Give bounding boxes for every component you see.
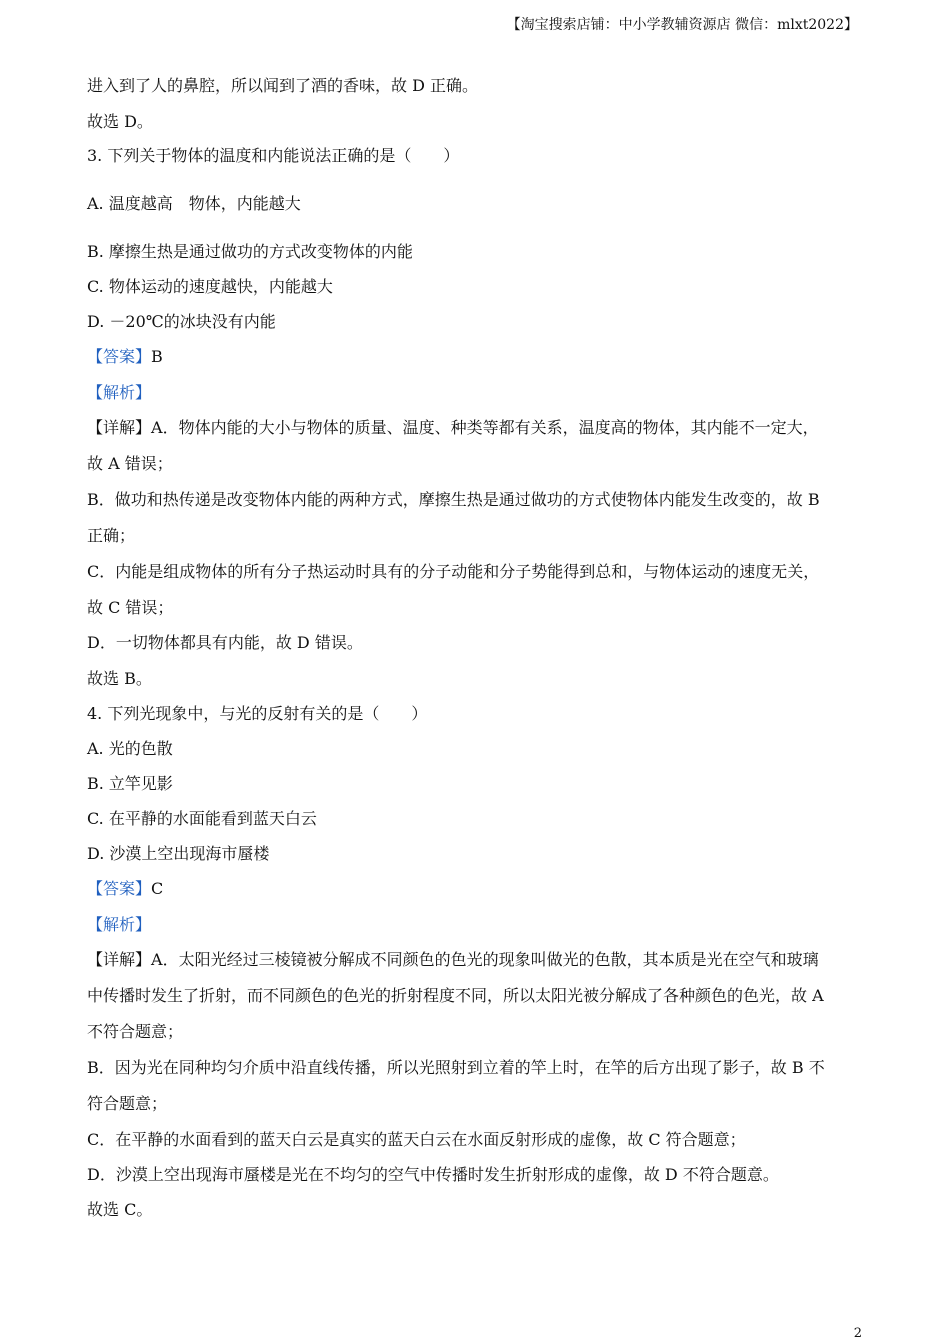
option-a: A. 光的色散 <box>87 739 173 758</box>
conclusion-line: 故选 C。 <box>87 1200 153 1219</box>
explanation-line: 故 A 错误； <box>87 454 173 473</box>
page-header-source: 【淘宝搜索店铺：中小学教辅资源店 微信：mlxt2022】 <box>506 17 858 33</box>
question-4-stem: 4. 下列光现象中，与光的反射有关的是（ ） <box>87 704 428 723</box>
analysis-heading <box>87 383 858 403</box>
explanation-line: 不符合题意； <box>87 1022 184 1041</box>
option-a: A. 温度越高 物体，内能越大 <box>87 194 301 213</box>
option-b: B. 摩擦生热是通过做功的方式改变物体的内能 <box>87 242 413 261</box>
explanation-line: 中传播时发生了折射，而不同颜色的色光的折射程度不同，所以太阳光被分解成了各种颜色的色光，故 A <box>87 986 824 1005</box>
analysis-tag: 【解析】 <box>87 383 152 402</box>
analysis-tag: 【解析】 <box>87 915 152 934</box>
explanation-line: 符合题意； <box>87 1094 168 1113</box>
explanation-line: C．在平静的水面看到的蓝天白云是真实的蓝天白云在水面反射形成的虚像，故 C 符合题意； <box>87 1130 746 1149</box>
explanation-line: D．沙漠上空出现海市蜃楼是光在不均匀的空气中传播时发生折射形成的虚像，故 D 不符合题意。 <box>87 1165 779 1184</box>
option-b: B. 立竿见影 <box>87 774 173 793</box>
text-line: 故选 D。 <box>87 112 153 131</box>
page-number: 2 <box>853 1326 862 1341</box>
question-3-stem: 3. 下列关于物体的温度和内能说法正确的是（ ） <box>87 146 460 165</box>
analysis-heading <box>87 915 858 935</box>
answer-tag: 【答案】 <box>87 879 152 898</box>
explanation-line: 【详解】A．太阳光经过三棱镜被分解成不同颜色的色光的现象叫做光的色散，其本质是光在空气和玻璃 <box>87 950 819 969</box>
explanation-line: D．一切物体都具有内能，故 D 错误。 <box>87 633 363 652</box>
explanation-line: 正确； <box>87 526 136 545</box>
explanation-line: B．因为光在同种均匀介质中沿直线传播，所以光照射到立着的竿上时，在竿的后方出现了影子，故 B 不 <box>87 1058 825 1077</box>
explanation-line: B．做功和热传递是改变物体内能的两种方式，摩擦生热是通过做功的方式使物体内能发生改变的，故 B <box>87 490 820 509</box>
text-line: 进入到了人的鼻腔，所以闻到了酒的香味，故 D 正确。 <box>87 76 479 95</box>
option-d: D. －20℃的冰块没有内能 <box>87 312 276 331</box>
answer-line: 【答案】C <box>87 879 164 898</box>
option-d: D. 沙漠上空出现海市蜃楼 <box>87 844 270 863</box>
detail-tag: 【详解】 <box>87 418 152 437</box>
conclusion-line: 故选 B。 <box>87 669 152 688</box>
detail-tag: 【详解】 <box>87 950 152 969</box>
explanation-line: 【详解】A．物体内能的大小与物体的质量、温度、种类等都有关系，温度高的物体，其内能不一定大， <box>87 418 819 437</box>
explanation-line: C．内能是组成物体的所有分子热运动时具有的分子动能和分子势能得到总和，与物体运动的速度无关， <box>87 562 820 581</box>
option-c: C. 在平静的水面能看到蓝天白云 <box>87 809 317 828</box>
option-c: C. 物体运动的速度越快，内能越大 <box>87 277 333 296</box>
explanation-line: 故 C 错误； <box>87 598 174 617</box>
answer-line: 【答案】B <box>87 347 163 366</box>
answer-tag: 【答案】 <box>87 347 152 366</box>
